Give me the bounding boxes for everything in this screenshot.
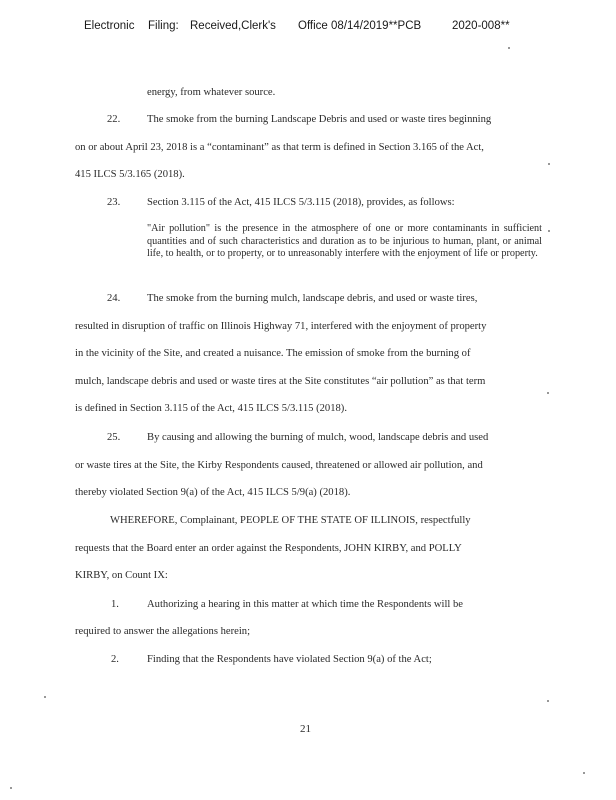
header-electronic: Electronic bbox=[84, 20, 135, 32]
text-line: 415 ILCS 5/3.165 (2018). bbox=[75, 169, 185, 180]
text-line: Finding that the Respondents have violated Section 9(a) of the Act; bbox=[147, 654, 432, 665]
scan-speck bbox=[44, 696, 46, 698]
paragraph-number-25: 25. bbox=[107, 432, 121, 443]
paragraph-number-23: 23. bbox=[107, 197, 121, 208]
header-case-number: 2020-008** bbox=[452, 20, 510, 32]
filing-header bbox=[0, 20, 616, 36]
scan-speck bbox=[547, 392, 549, 394]
text-line: thereby violated Section 9(a) of the Act, 415 ILCS 5/9(a) (2018). bbox=[75, 487, 351, 498]
paragraph-number-22: 22. bbox=[107, 114, 121, 125]
scan-speck bbox=[548, 230, 550, 232]
text-line: resulted in disruption of traffic on Illinois Highway 71, interfered with the enjoyment of property bbox=[75, 321, 487, 332]
text-line: Section 3.115 of the Act, 415 ILCS 5/3.115 (2018), provides, as follows: bbox=[147, 197, 455, 208]
item-number-2: 2. bbox=[111, 654, 119, 665]
text-line: is defined in Section 3.115 of the Act, 415 ILCS 5/3.115 (2018). bbox=[75, 403, 347, 414]
block-quote-text: "Air pollution" is the presence in the atmosphere of one or more contaminants in sufficient quantities and of such characteristics and duration as to be injurious to human, plant, or animal life, to health, or to property, or to unreasonably interfere with the enjoyment of life or property. bbox=[147, 223, 542, 260]
text-line: The smoke from the burning Landscape Debris and used or waste tires beginning bbox=[147, 114, 492, 125]
text-line: Authorizing a hearing in this matter at which time the Respondents will be bbox=[147, 599, 463, 610]
scan-speck bbox=[508, 47, 510, 49]
header-received-clerks: Received,Clerk's bbox=[190, 20, 276, 32]
text-line: mulch, landscape debris and used or waste tires at the Site constitutes “air pollution” as that term bbox=[75, 376, 486, 387]
block-quote bbox=[147, 223, 542, 261]
text-line: The smoke from the burning mulch, landscape debris, and used or waste tires, bbox=[147, 293, 478, 304]
header-office-date: Office 08/14/2019**PCB bbox=[298, 20, 422, 32]
scan-speck bbox=[583, 772, 585, 774]
item-number-1: 1. bbox=[111, 599, 119, 610]
text-line: By causing and allowing the burning of mulch, wood, landscape debris and used bbox=[147, 432, 489, 443]
scan-speck bbox=[547, 700, 549, 702]
text-line: on or about April 23, 2018 is a “contaminant” as that term is defined in Section 3.165 of the Act, bbox=[75, 142, 484, 153]
page-number: 21 bbox=[300, 723, 311, 735]
text-line: requests that the Board enter an order against the Respondents, JOHN KIRBY, and POLLY bbox=[75, 543, 462, 554]
scan-speck bbox=[548, 163, 550, 165]
paragraph-number-24: 24. bbox=[107, 293, 121, 304]
text-line: in the vicinity of the Site, and created a nuisance. The emission of smoke from the burning of bbox=[75, 348, 471, 359]
text-line: KIRBY, on Count IX: bbox=[75, 570, 168, 581]
text-line: required to answer the allegations herein; bbox=[75, 626, 251, 637]
scan-speck bbox=[10, 787, 12, 789]
header-filing: Filing: bbox=[148, 20, 179, 32]
text-line: WHEREFORE, Complainant, PEOPLE OF THE STATE OF ILLINOIS, respectfully bbox=[110, 515, 471, 526]
text-line: or waste tires at the Site, the Kirby Respondents caused, threatened or allowed air pollution, and bbox=[75, 460, 483, 471]
text-line: energy, from whatever source. bbox=[147, 87, 276, 98]
